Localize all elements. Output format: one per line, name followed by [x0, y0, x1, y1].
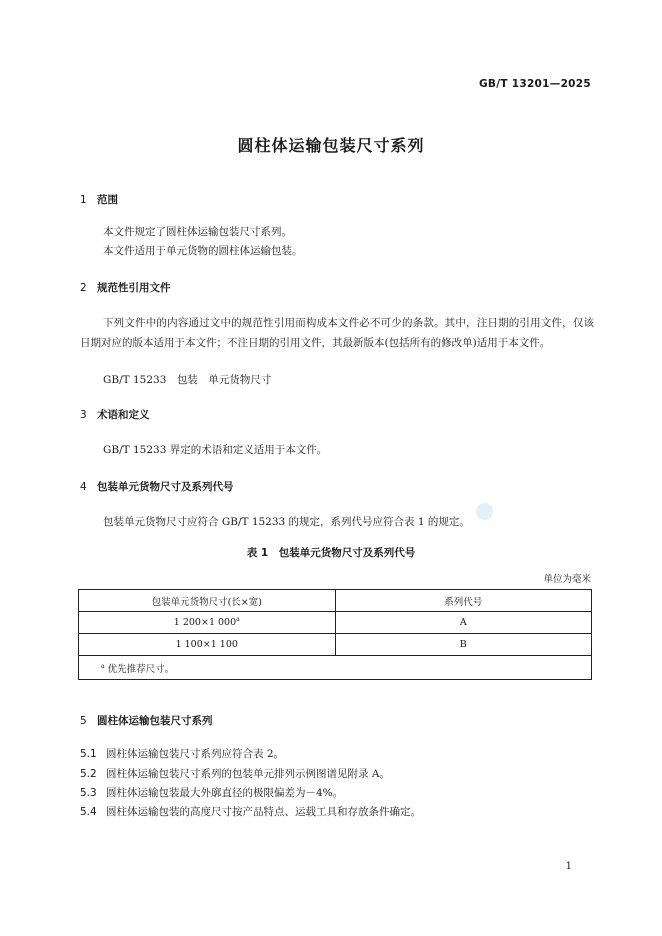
- unit-load-table: [78, 589, 592, 680]
- clause-number: 5.1: [80, 748, 97, 760]
- section-number: 1: [80, 194, 87, 206]
- table-header-code: 系列代号: [335, 590, 592, 612]
- section-3-heading: [80, 407, 150, 422]
- table-note: [79, 656, 592, 680]
- table-header-size: 包装单元货物尺寸(长×宽): [79, 590, 336, 612]
- section-number: 2: [80, 282, 87, 294]
- table-cell-code: B: [335, 634, 592, 656]
- document-title: 圆柱体运输包装尺寸系列: [237, 136, 425, 155]
- table-row: [79, 612, 592, 634]
- clause-number: 5.2: [80, 768, 97, 780]
- section-title: 圆柱体运输包装尺寸系列: [97, 715, 213, 727]
- section-2-heading: [80, 280, 171, 295]
- clause-text: 圆柱体运输包装尺寸系列应符合表 2。: [106, 748, 285, 760]
- clause-number: 5.3: [80, 787, 97, 799]
- section-5-heading: [80, 713, 213, 728]
- section-title: 术语和定义: [97, 409, 150, 421]
- footnote-mark: a: [101, 662, 105, 670]
- table-header-row: [79, 590, 592, 612]
- section-title: 范围: [97, 194, 118, 206]
- clause-5-4: [80, 804, 421, 819]
- clause-5-2: [80, 766, 390, 781]
- table-caption: 表 1 包装单元货物尺寸及系列代号: [246, 547, 416, 559]
- size-value: 1 200×1 000: [173, 617, 237, 629]
- note-text: 优先推荐尺寸。: [107, 663, 175, 675]
- scope-paragraph-1: 本文件规定了圆柱体运输包装尺寸系列。: [103, 226, 292, 238]
- standard-code: GB/T 13201—2025: [478, 78, 591, 90]
- section-title: 规范性引用文件: [97, 282, 171, 294]
- table-cell-code: A: [335, 612, 592, 634]
- scope-paragraph-2: 本文件适用于单元货物的圆柱体运输包装。: [103, 245, 303, 257]
- clause-text: 圆柱体运输包装尺寸系列的包装单元排列示例图谱见附录 A。: [106, 768, 390, 780]
- clause-text: 圆柱体运输包装的高度尺寸按产品特点、运载工具和存放条件确定。: [106, 806, 421, 818]
- clause-text: 圆柱体运输包装最大外廓直径的极限偏差为－4%。: [106, 787, 344, 799]
- normative-reference: GB/T 15233 包装 单元货物尺寸: [103, 374, 272, 386]
- clause-5-1: [80, 746, 284, 761]
- section-number: 3: [80, 409, 87, 421]
- section-number: 5: [80, 715, 87, 727]
- page-number: 1: [565, 861, 572, 872]
- table-row: [79, 634, 592, 656]
- section-4-heading: [80, 479, 234, 494]
- unit-note: 单位为毫米: [543, 574, 591, 585]
- unit-load-paragraph: 包装单元货物尺寸应符合 GB/T 15233 的规定，系列代号应符合表 1 的规定。: [103, 516, 470, 528]
- section-number: 4: [80, 481, 87, 493]
- table-cell-size: 1 100×1 100: [79, 634, 336, 656]
- footnote-mark: a: [236, 616, 240, 624]
- section-title: 包装单元货物尺寸及系列代号: [97, 481, 234, 493]
- clause-number: 5.4: [80, 806, 97, 818]
- terms-paragraph: GB/T 15233 界定的术语和定义适用于本文件。: [103, 444, 328, 456]
- table-note-row: [79, 656, 592, 680]
- section-1-heading: [80, 192, 118, 207]
- watermark-icon: [476, 503, 493, 520]
- clause-5-3: [80, 785, 343, 800]
- references-intro: 下列文件中的内容通过文中的规范性引用而构成本文件必不可少的条款。其中，注日期的引用文件，仅该日期对应的版本适用于本文件；不注日期的引用文件，其最新版本(包括所有的修改单)适用于本文件。: [80, 317, 594, 349]
- table-cell-size: [79, 612, 336, 634]
